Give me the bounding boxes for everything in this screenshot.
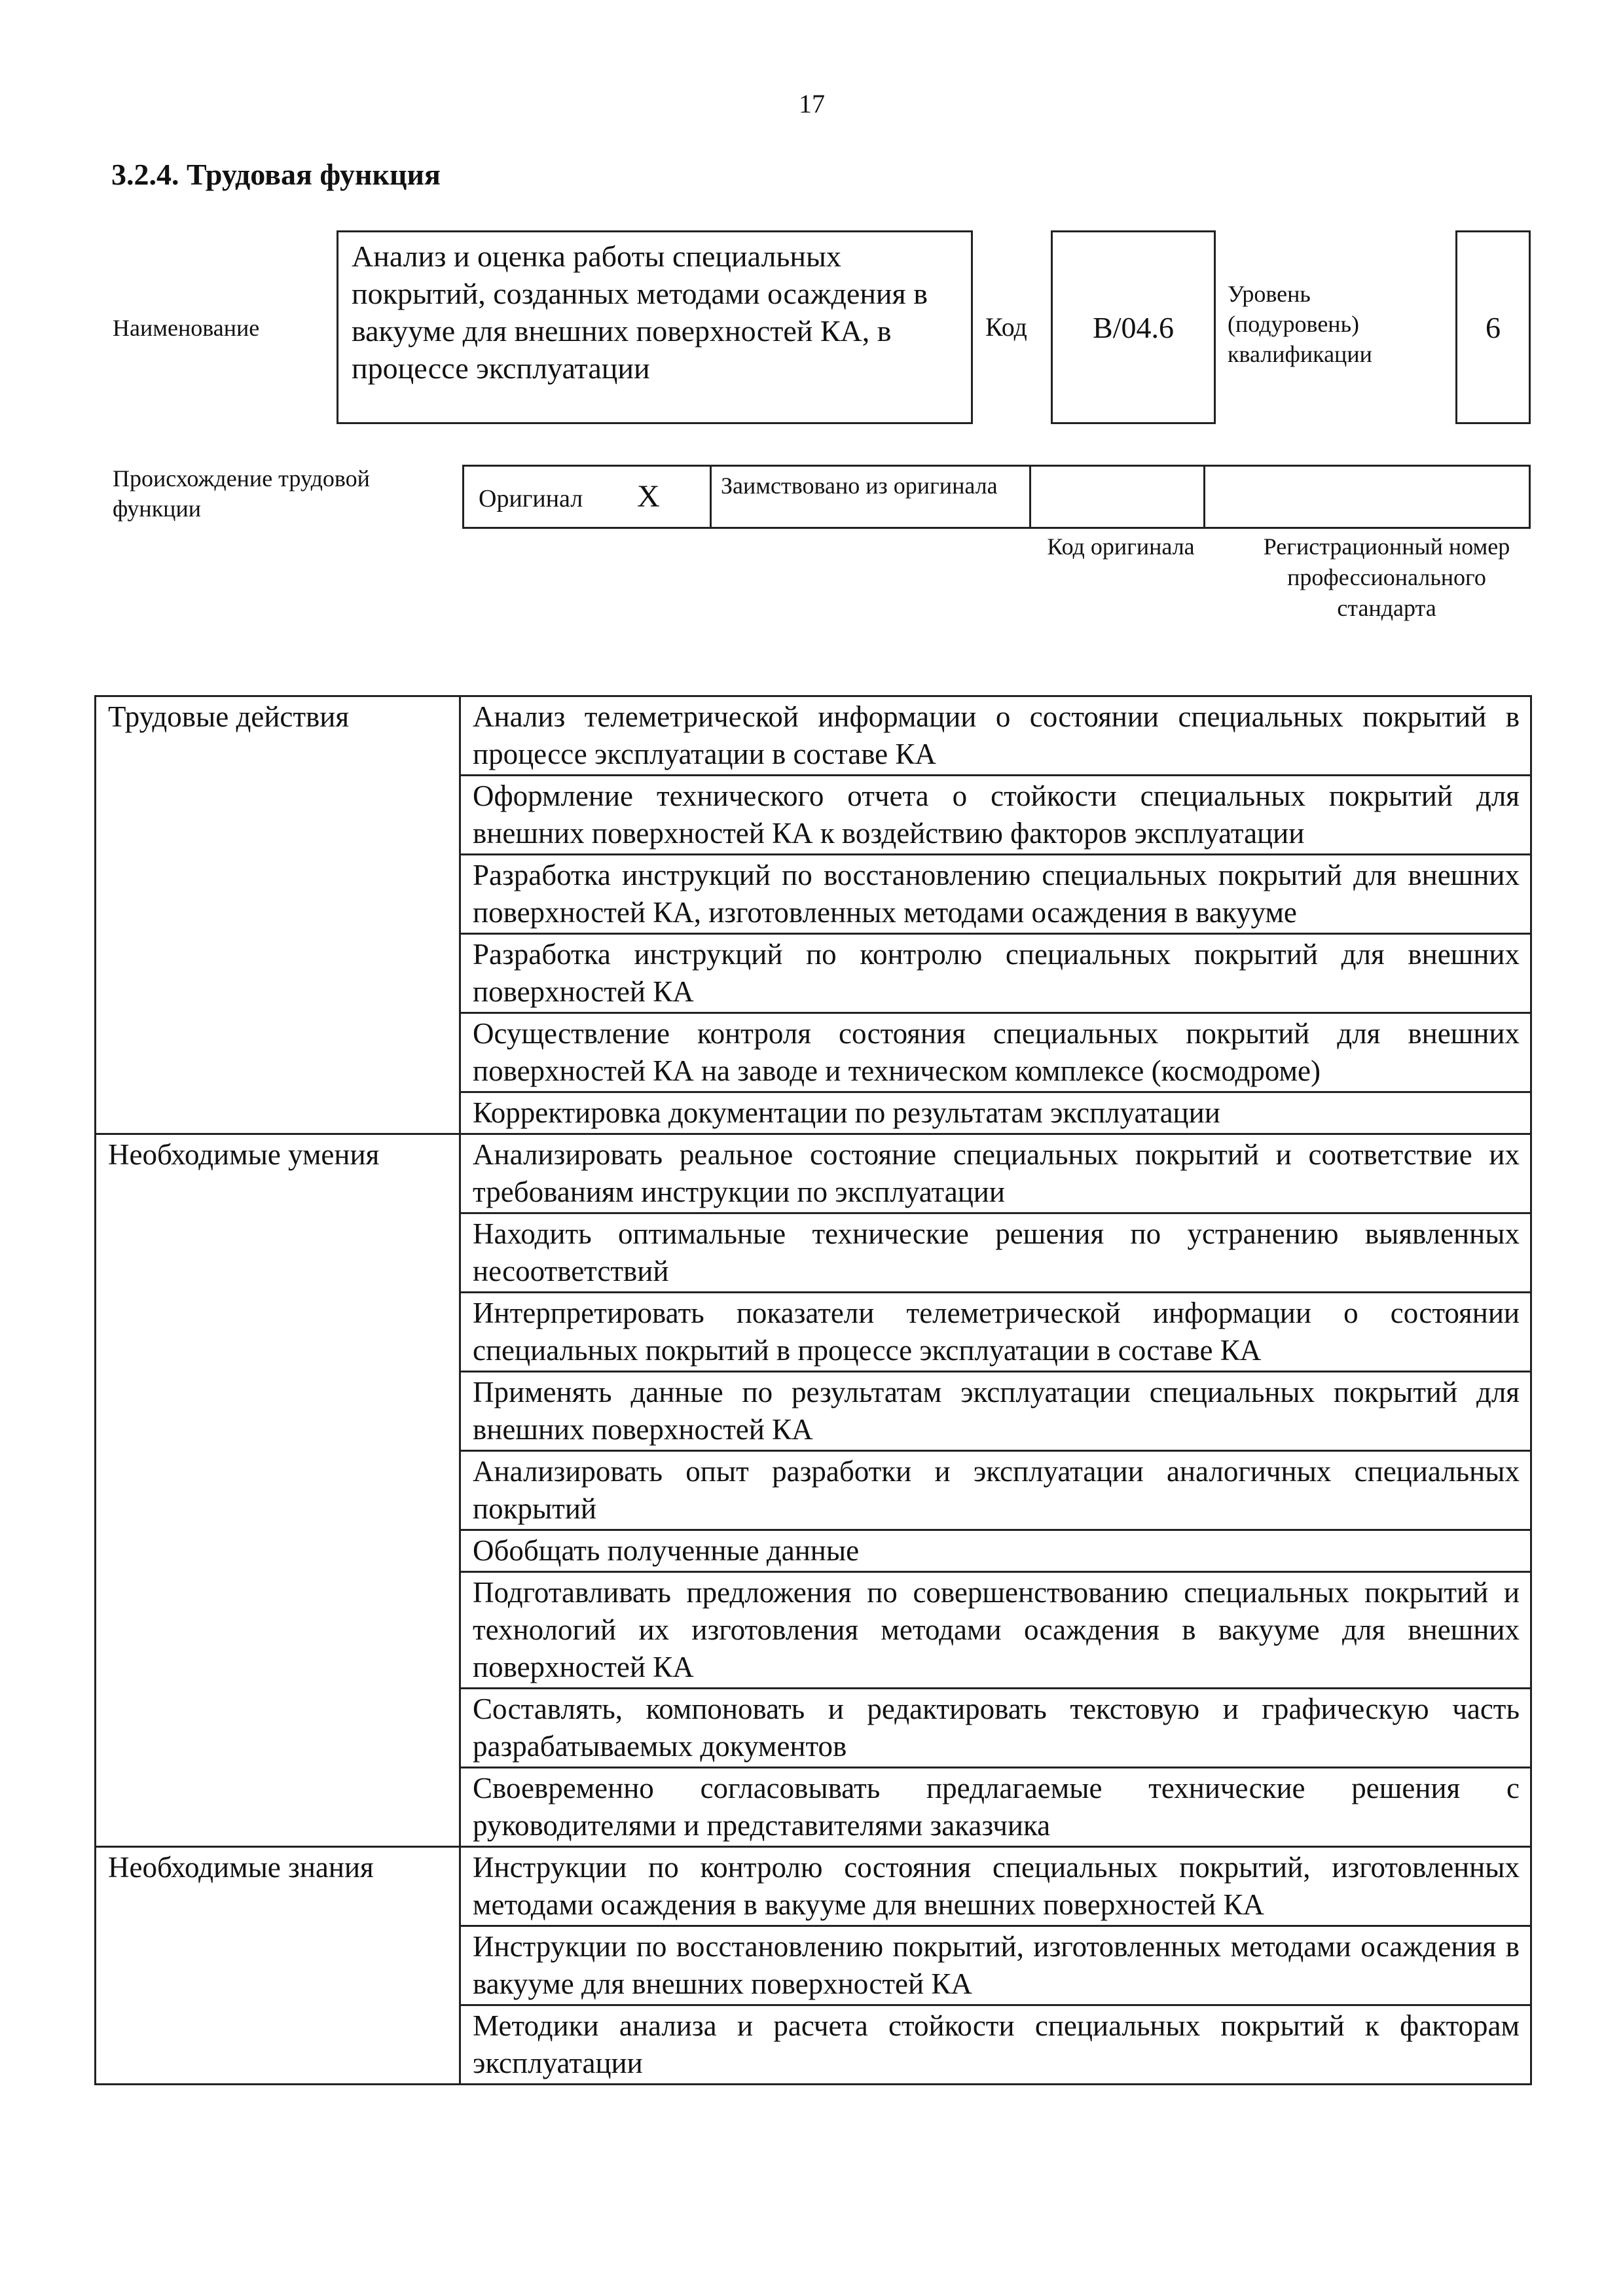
table-item: Подготавливать предложения по совершенствованию специальных покрытий и технологий их изготовления методами осаждения в вакууме для внешних поверхностей КА (460, 1572, 1531, 1689)
function-details-table (94, 695, 1532, 2085)
origin-code-cell (1031, 467, 1205, 527)
table-item: Находить оптимальные технические решения по устранению выявленных несоответствий (460, 1213, 1531, 1293)
registration-number-caption: Регистрационный номер профессионального стандарта (1263, 533, 1510, 621)
table-row (96, 1847, 1531, 1926)
table-item: Своевременно согласовывать предлагаемые технические решения с руководителями и представителями заказчика (460, 1768, 1531, 1847)
code-original-caption: Код оригинала (1047, 533, 1195, 560)
group-label: Трудовые действия (96, 696, 460, 1134)
table-item: Методики анализа и расчета стойкости специальных покрытий к факторам эксплуатации (460, 2005, 1531, 2085)
table-item: Осуществление контроля состояния специальных покрытий для внешних поверхностей КА на заводе и техническом комплексе (космодроме) (460, 1013, 1531, 1092)
group-label: Необходимые знания (96, 1847, 460, 2085)
table-row (96, 1134, 1531, 1213)
table-item: Оформление технического отчета о стойкости специальных покрытий для внешних поверхностей КА к воздействию факторов эксплуатации (460, 776, 1531, 855)
table-item: Разработка инструкций по контролю специальных покрытий для внешних поверхностей КА (460, 934, 1531, 1013)
origin-row (462, 465, 1531, 529)
table-item: Анализировать реальное состояние специальных покрытий и соответствие их требованиям инструкции по эксплуатации (460, 1134, 1531, 1213)
borrowed-label: Заимствовано из оригинала (721, 473, 998, 499)
level-box (1455, 230, 1531, 424)
group-label: Необходимые умения (96, 1134, 460, 1847)
table-item: Разработка инструкций по восстановлению специальных покрытий для внешних поверхностей КА, изготовленных методами осаждения в вакууме (460, 855, 1531, 934)
table-item: Применять данные по результатам эксплуатации специальных покрытий для внешних поверхностей КА (460, 1372, 1531, 1451)
table-item: Обобщать полученные данные (460, 1530, 1531, 1572)
table-item: Составлять, компоновать и редактировать текстовую и графическую часть разрабатываемых документов (460, 1689, 1531, 1768)
code-value: B/04.6 (1093, 310, 1174, 344)
origin-label: Происхождение трудовой функции (113, 465, 370, 522)
function-name-value: Анализ и оценка работы специальных покрытий, созданных методами осаждения в вакууме для внешних поверхностей КА, в процессе эксплуатации (352, 240, 928, 385)
origin-borrowed-cell (712, 467, 1031, 527)
name-label: Наименование (113, 315, 260, 341)
origin-reg-cell (1205, 467, 1529, 527)
level-label: Уровень (подуровень) квалификации (1228, 281, 1372, 367)
table-item: Анализ телеметрической информации о состоянии специальных покрытий в процессе эксплуатации в составе КА (460, 696, 1531, 776)
table-item: Инструкции по контролю состояния специальных покрытий, изготовленных методами осаждения в вакууме для внешних поверхностей КА (460, 1847, 1531, 1926)
level-value: 6 (1486, 310, 1501, 344)
code-box (1051, 230, 1216, 424)
function-name-box (337, 230, 973, 424)
table-item: Инструкции по восстановлению покрытий, изготовленных методами осаждения в вакууме для внешних поверхностей КА (460, 1926, 1531, 2005)
table-row (96, 696, 1531, 776)
page-number: 17 (799, 89, 825, 118)
code-label: Код (985, 312, 1027, 342)
origin-original-cell (464, 467, 712, 527)
table-item: Интерпретировать показатели телеметрической информации о состоянии специальных покрытий в процессе эксплуатации в составе КА (460, 1293, 1531, 1372)
section-title: 3.2.4. Трудовая функция (111, 158, 441, 191)
original-label: Оригинал (479, 485, 583, 512)
table-item: Анализировать опыт разработки и эксплуатации аналогичных специальных покрытий (460, 1451, 1531, 1530)
table-item: Корректировка документации по результатам эксплуатации (460, 1092, 1531, 1134)
original-mark: X (637, 479, 660, 514)
